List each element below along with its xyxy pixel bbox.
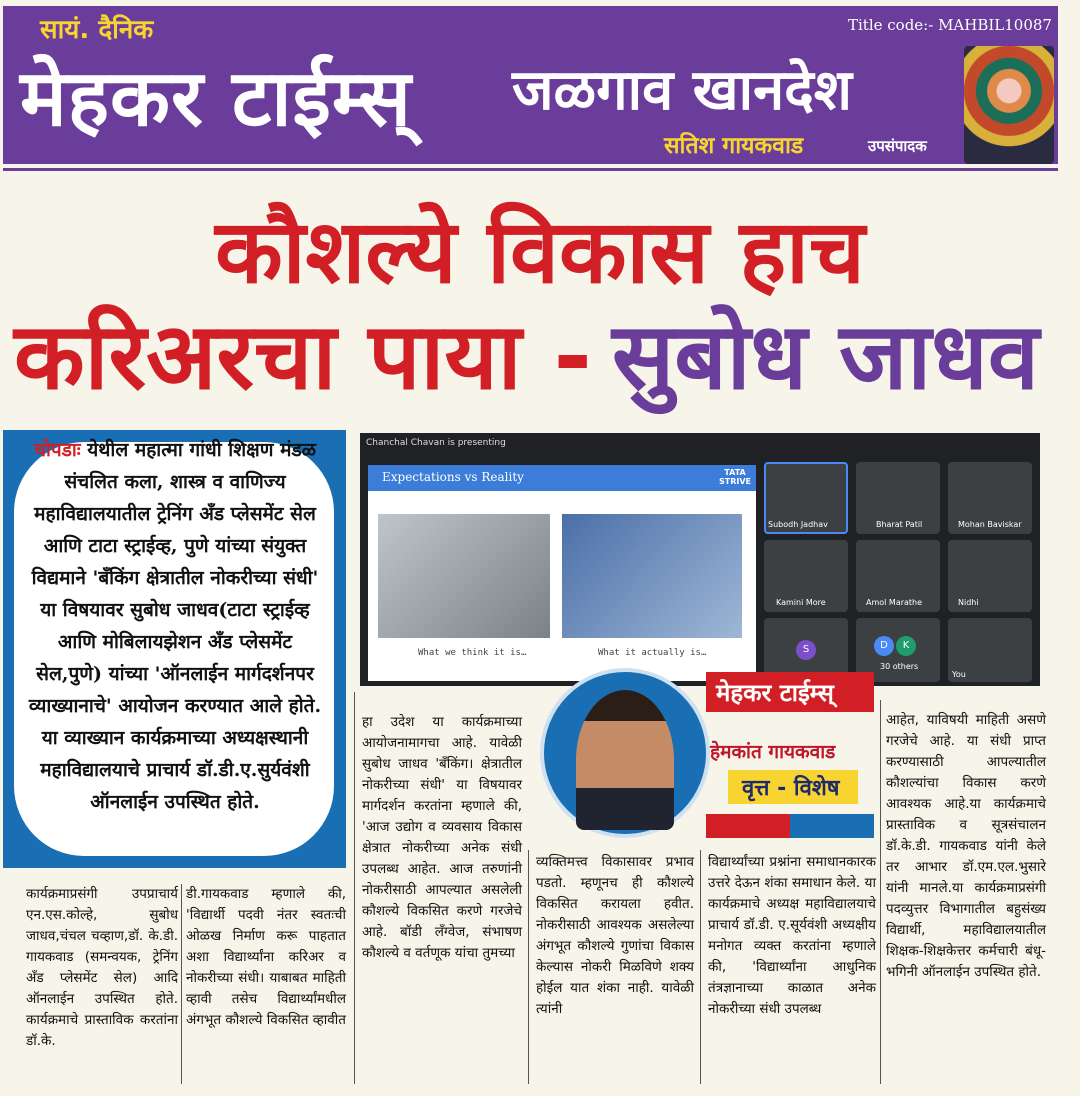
editor-role: उपसंपादक (868, 137, 927, 155)
column-rule (528, 850, 529, 1084)
article-column-5: विद्यार्थ्यांच्या प्रश्नांना समाधानकारक उत्तरे देऊन शंका समाधान केले. या कार्यक्रमाचे अध्यक्ष महाविद्यालयाचे प्राचार्य डॉ.डी. ए.सूर्यवंशी अध्यक्षीय मनोगत व्यक्त करतांना म्हणाले की, 'विद्यार्थ्यांना आधुनिक तंत्रज्ञानाच्या काळात अनेक नोकरीच्या संधी उपलब्ध (708, 854, 876, 1017)
dateline-place: चोपडाः (33, 439, 81, 461)
participant-avatar-k: K (896, 636, 916, 656)
participant-name: Kamini More (776, 598, 826, 607)
columnist-portrait (576, 690, 674, 830)
column-rule (181, 884, 182, 1084)
column-rule (880, 700, 881, 1084)
participant-name: Mohan Baviskar (958, 520, 1022, 529)
article-column-4: व्यक्तिमत्त्व विकासावर प्रभाव पडतो. म्हणूनच ही कौशल्ये विकसित करायला हवीत. नोकरीसाठी आवश्यक असलेल्या अंगभूत कौशल्ये गुणांचा विकास केल्यास नोकरी मिळविणे शक्य होईल यात शंका नाही. यावेळी त्यांनी (536, 854, 694, 1017)
column-rule (354, 692, 355, 1084)
column-rule (700, 850, 701, 1084)
slide-title: Expectations vs Reality (382, 470, 524, 484)
slide-caption-left: What we think it is… (418, 648, 527, 658)
headline-line-1: कौशल्ये विकास हाच (215, 200, 865, 303)
slide-photo-stressed (562, 514, 742, 638)
badge-section: वृत्त - विशेष (742, 776, 840, 801)
intro-body: येथील महात्मा गांधी शिक्षण मंडळ संचलित कला, शास्त्र व वाणिज्य महाविद्यालयातील ट्रेनिंग अँड प्लेसमेंट सेल आणि टाटा स्ट्राईव्ह, पुणे यांच्या संयुक्त विद्यमाने 'बँकिंग क्षेत्रातील नोकरीच्या संधी' या विषयावर सुबोध जाधव(टाटा स्ट्राईव्ह आणि मोबिलायझेशन अँड प्लेसमेंट सेल,पुणे) यांच्या 'ऑनलाईन मार्गदर्शनपर व्याख्यानाचे' आयोजन करण्यात आले होते. या व्याख्यान कार्यक्रमाच्या अध्यक्षस्थानी महाविद्यालयाचे प्राचार्य डॉ.डी.ए.सुर्यवंशी ऑनलाईन उपस्थित होते. (28, 439, 322, 813)
badge-stripe-red (706, 814, 790, 838)
participant-name: Bharat Patil (876, 520, 923, 529)
columnist-name: हेमकांत गायकवाड (710, 741, 836, 763)
masthead-kicker: सायं. दैनिक (40, 15, 154, 45)
badge-brand: मेहकर टाईम्स् (716, 679, 834, 707)
participant-name: Subodh Jadhav (768, 520, 828, 529)
participant-you: You (952, 670, 966, 679)
title-code: Title code:- MAHBIL10087 (848, 16, 1052, 34)
participant-others: 30 others (880, 662, 919, 671)
masthead-edition: जळगाव खानदेश (512, 58, 852, 123)
presenting-label: Chanchal Chavan is presenting (366, 438, 506, 448)
intro-text (26, 434, 324, 818)
masthead-rule (3, 168, 1058, 171)
participant-name: Nidhi (958, 598, 979, 607)
masthead-brand: मेहकर टाईम्स् (20, 54, 412, 144)
deity-image (964, 46, 1054, 164)
slide-caption-right: What it actually is… (598, 648, 707, 658)
article-column-3: हा उदेश या कार्यक्रमाच्या आयोजनामागचा आहे. यावेळी सुबोध जाधव 'बँकिंग। क्षेत्रातील नोकरीच्या संधी' या विषयावर मार्गदर्शन करतांना म्हणाले की, 'आज उद्योग व व्यवसाय विकास क्षेत्रात नोकरीच्या अनेक संधी उपलब्ध आहेत. आज तरुणांनी नोकरीसाठी आपल्यात असलेली कौशल्ये विकसित करणे गरजेचे आहे. बॉडी लँग्वेज, संभाषण कौशल्ये व वर्तणूक यांचा तुमच्या (362, 714, 522, 961)
slide-logo: TATA STRIVE (718, 468, 751, 486)
headline-line-2: करिअरचा पाया - (14, 303, 592, 410)
participant-name: Amol Marathe (866, 598, 923, 607)
article-column-6: आहेत, याविषयी माहिती असणे गरजेचे आहे. या संधी प्राप्त करण्यासाठी आपल्यातील कौशल्यांचा विकास करणे आवश्यक आहे.या कार्यक्रमाचे प्रास्ताविक व सूत्रसंचालन डॉ.के.डी. गायकवाड यांनी केले तर आभार डॉ.एम.एल.भुसारे यांनी मानले.या कार्यक्रमाप्रसंगी पदव्युत्तर विभागातील बहुसंख्य विद्यार्थी, महाविद्यालयातील शिक्षक-शिक्षकेत्तर कर्मचारी बंधू-भगिनी ऑनलाईन उपस्थित होते. (886, 712, 1046, 980)
slide-photo-relaxed (378, 514, 550, 638)
article-column-2: डी.गायकवाड म्हणाले की, 'विद्यार्थी पदवी नंतर स्वतःची ओळख निर्माण करू पाहतात अशा विद्यार्थ्यांना करिअर व नोकरीच्या संधी। याबाबत माहिती व्हावी तसेच विद्यार्थ्यांमधील अंगभूत कौशल्ये विकसित व्हावीत (186, 886, 346, 1028)
editor-name: सतिश गायकवाड (664, 133, 804, 159)
participant-avatar-d: D (874, 636, 894, 656)
participant-avatar-s: S (796, 640, 816, 660)
article-column-1: कार्यक्रमाप्रसंगी उपप्राचार्य एन.एस.कोल्हे, सुबोध जाधव,चंचल चव्हाण,डॉ. के.डी. गायकवाड (समन्वयक, ट्रेनिंग अँड प्लेसमेंट सेल) आदि ऑनलाईन उपस्थित होते. कार्यक्रमाचे प्रास्ताविक करतांना डॉ.के. (26, 886, 178, 1049)
headline-name: सुबोध जाधव (612, 303, 1039, 410)
